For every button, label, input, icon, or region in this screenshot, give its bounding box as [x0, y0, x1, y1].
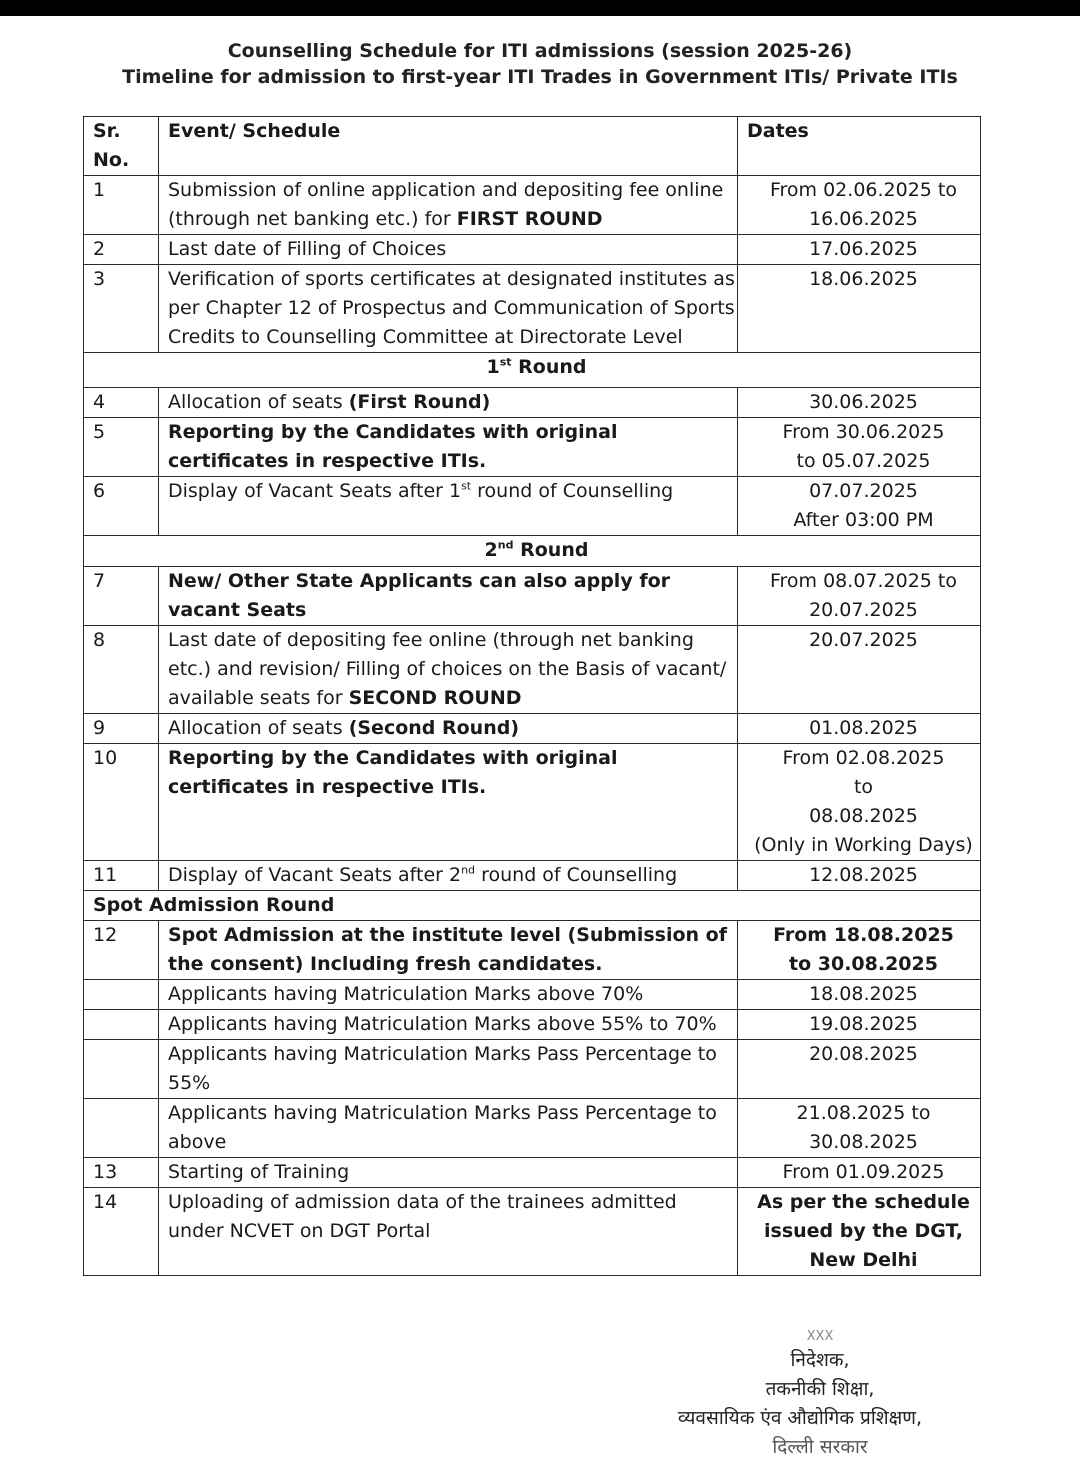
row-event: Applicants having Matriculation Marks Pass Percentage to 55%	[159, 1040, 738, 1099]
row-event: Submission of online application and depositing fee online (through net banking etc.) for FIRST ROUND	[159, 176, 738, 235]
row-date: 01.08.2025	[738, 714, 981, 744]
row-sr	[84, 1040, 159, 1099]
row-date: As per the schedule issued by the DGT, New Delhi	[738, 1188, 981, 1276]
row-date: 18.08.2025	[738, 980, 981, 1010]
row-sr: 11	[84, 861, 159, 891]
round-heading-row	[84, 536, 981, 567]
row-date: 17.06.2025	[738, 235, 981, 265]
table-row	[84, 1010, 981, 1040]
row-sr: 9	[84, 714, 159, 744]
header-sr-no: Sr. No.	[84, 117, 159, 176]
table-row	[84, 176, 981, 235]
round-1-heading: 1st Round	[84, 353, 981, 388]
table-row	[84, 265, 981, 353]
signature-mark: XXX	[806, 1329, 834, 1344]
row-event: Verification of sports certificates at designated institutes as per Chapter 12 of Prospectus and Communication of Sports Credits to Counselling Committee at Directorate Level	[159, 265, 738, 353]
row-event: Spot Admission at the institute level (Submission of the consent) Including fresh candidates.	[159, 921, 738, 980]
table-row	[84, 1040, 981, 1099]
row-event: Allocation of seats (Second Round)	[159, 714, 738, 744]
row-event: New/ Other State Applicants can also apply for vacant Seats	[159, 567, 738, 626]
table-row	[84, 1099, 981, 1158]
row-date: 07.07.2025 After 03:00 PM	[738, 477, 981, 536]
table-row	[84, 626, 981, 714]
row-event: Uploading of admission data of the trainees admitted under NCVET on DGT Portal	[159, 1188, 738, 1276]
row-date: From 08.07.2025 to 20.07.2025	[738, 567, 981, 626]
top-black-bar	[0, 0, 1080, 16]
row-event: Reporting by the Candidates with original certificates in respective ITIs.	[159, 744, 738, 861]
row-event: Applicants having Matriculation Marks above 55% to 70%	[159, 1010, 738, 1040]
row-sr: 13	[84, 1158, 159, 1188]
table-row	[84, 980, 981, 1010]
table-row	[84, 744, 981, 861]
table-row	[84, 861, 981, 891]
row-sr: 1	[84, 176, 159, 235]
round-2-heading: 2nd Round	[84, 536, 981, 567]
schedule-table	[83, 116, 981, 1276]
row-event: Display of Vacant Seats after 1st round of Counselling	[159, 477, 738, 536]
header-event: Event/ Schedule	[159, 117, 738, 176]
row-sr: 3	[84, 265, 159, 353]
row-sr	[84, 1010, 159, 1040]
row-event: Last date of Filling of Choices	[159, 235, 738, 265]
row-date: 18.06.2025	[738, 265, 981, 353]
row-sr: 4	[84, 388, 159, 418]
signature-line-1: निदेशक,	[790, 1349, 850, 1371]
row-date: From 02.08.2025 to 08.08.2025 (Only in Working Days)	[738, 744, 981, 861]
table-row	[84, 235, 981, 265]
row-date: 20.08.2025	[738, 1040, 981, 1099]
table-row	[84, 714, 981, 744]
row-sr: 6	[84, 477, 159, 536]
row-sr: 7	[84, 567, 159, 626]
row-event: Applicants having Matriculation Marks Pass Percentage to above	[159, 1099, 738, 1158]
header-row	[84, 117, 981, 176]
row-sr: 8	[84, 626, 159, 714]
signature-line-2: तकनीकी शिक्षा,	[765, 1378, 875, 1400]
spot-admission-heading: Spot Admission Round	[84, 891, 981, 921]
row-sr: 14	[84, 1188, 159, 1276]
row-sr	[84, 1099, 159, 1158]
title-line-2: Timeline for admission to first-year ITI Trades in Government ITIs/ Private ITIs	[122, 66, 958, 88]
row-event: Display of Vacant Seats after 2nd round of Counselling	[159, 861, 738, 891]
header-dates: Dates	[738, 117, 981, 176]
row-event: Last date of depositing fee online (through net banking etc.) and revision/ Filling of choices on the Basis of vacant/ available seats for SECOND ROUND	[159, 626, 738, 714]
row-sr	[84, 980, 159, 1010]
document-title	[0, 38, 1080, 90]
row-event: Starting of Training	[159, 1158, 738, 1188]
row-date: From 18.08.2025 to 30.08.2025	[738, 921, 981, 980]
row-sr: 5	[84, 418, 159, 477]
row-sr: 2	[84, 235, 159, 265]
signature-line-4: दिल्ली सरकार	[772, 1436, 868, 1458]
round-heading-row	[84, 353, 981, 388]
row-sr: 12	[84, 921, 159, 980]
spot-heading-row	[84, 891, 981, 921]
row-event: Reporting by the Candidates with original certificates in respective ITIs.	[159, 418, 738, 477]
signature-block	[620, 1328, 1020, 1458]
table-row	[84, 418, 981, 477]
row-event: Allocation of seats (First Round)	[159, 388, 738, 418]
row-date: 30.06.2025	[738, 388, 981, 418]
row-date: 12.08.2025	[738, 861, 981, 891]
row-sr: 10	[84, 744, 159, 861]
table-row	[84, 921, 981, 980]
table-row	[84, 1158, 981, 1188]
table-row	[84, 1188, 981, 1276]
row-date: From 30.06.2025 to 05.07.2025	[738, 418, 981, 477]
table-row	[84, 477, 981, 536]
signature-line-3: व्यवसायिक एंव औद्योगिक प्रशिक्षण,	[677, 1407, 923, 1429]
row-date: From 02.06.2025 to 16.06.2025	[738, 176, 981, 235]
title-line-1: Counselling Schedule for ITI admissions (session 2025-26)	[227, 40, 853, 62]
table-row	[84, 388, 981, 418]
row-event: Applicants having Matriculation Marks above 70%	[159, 980, 738, 1010]
row-date: 19.08.2025	[738, 1010, 981, 1040]
row-date: From 01.09.2025	[738, 1158, 981, 1188]
row-date: 21.08.2025 to 30.08.2025	[738, 1099, 981, 1158]
row-date: 20.07.2025	[738, 626, 981, 714]
table-row	[84, 567, 981, 626]
